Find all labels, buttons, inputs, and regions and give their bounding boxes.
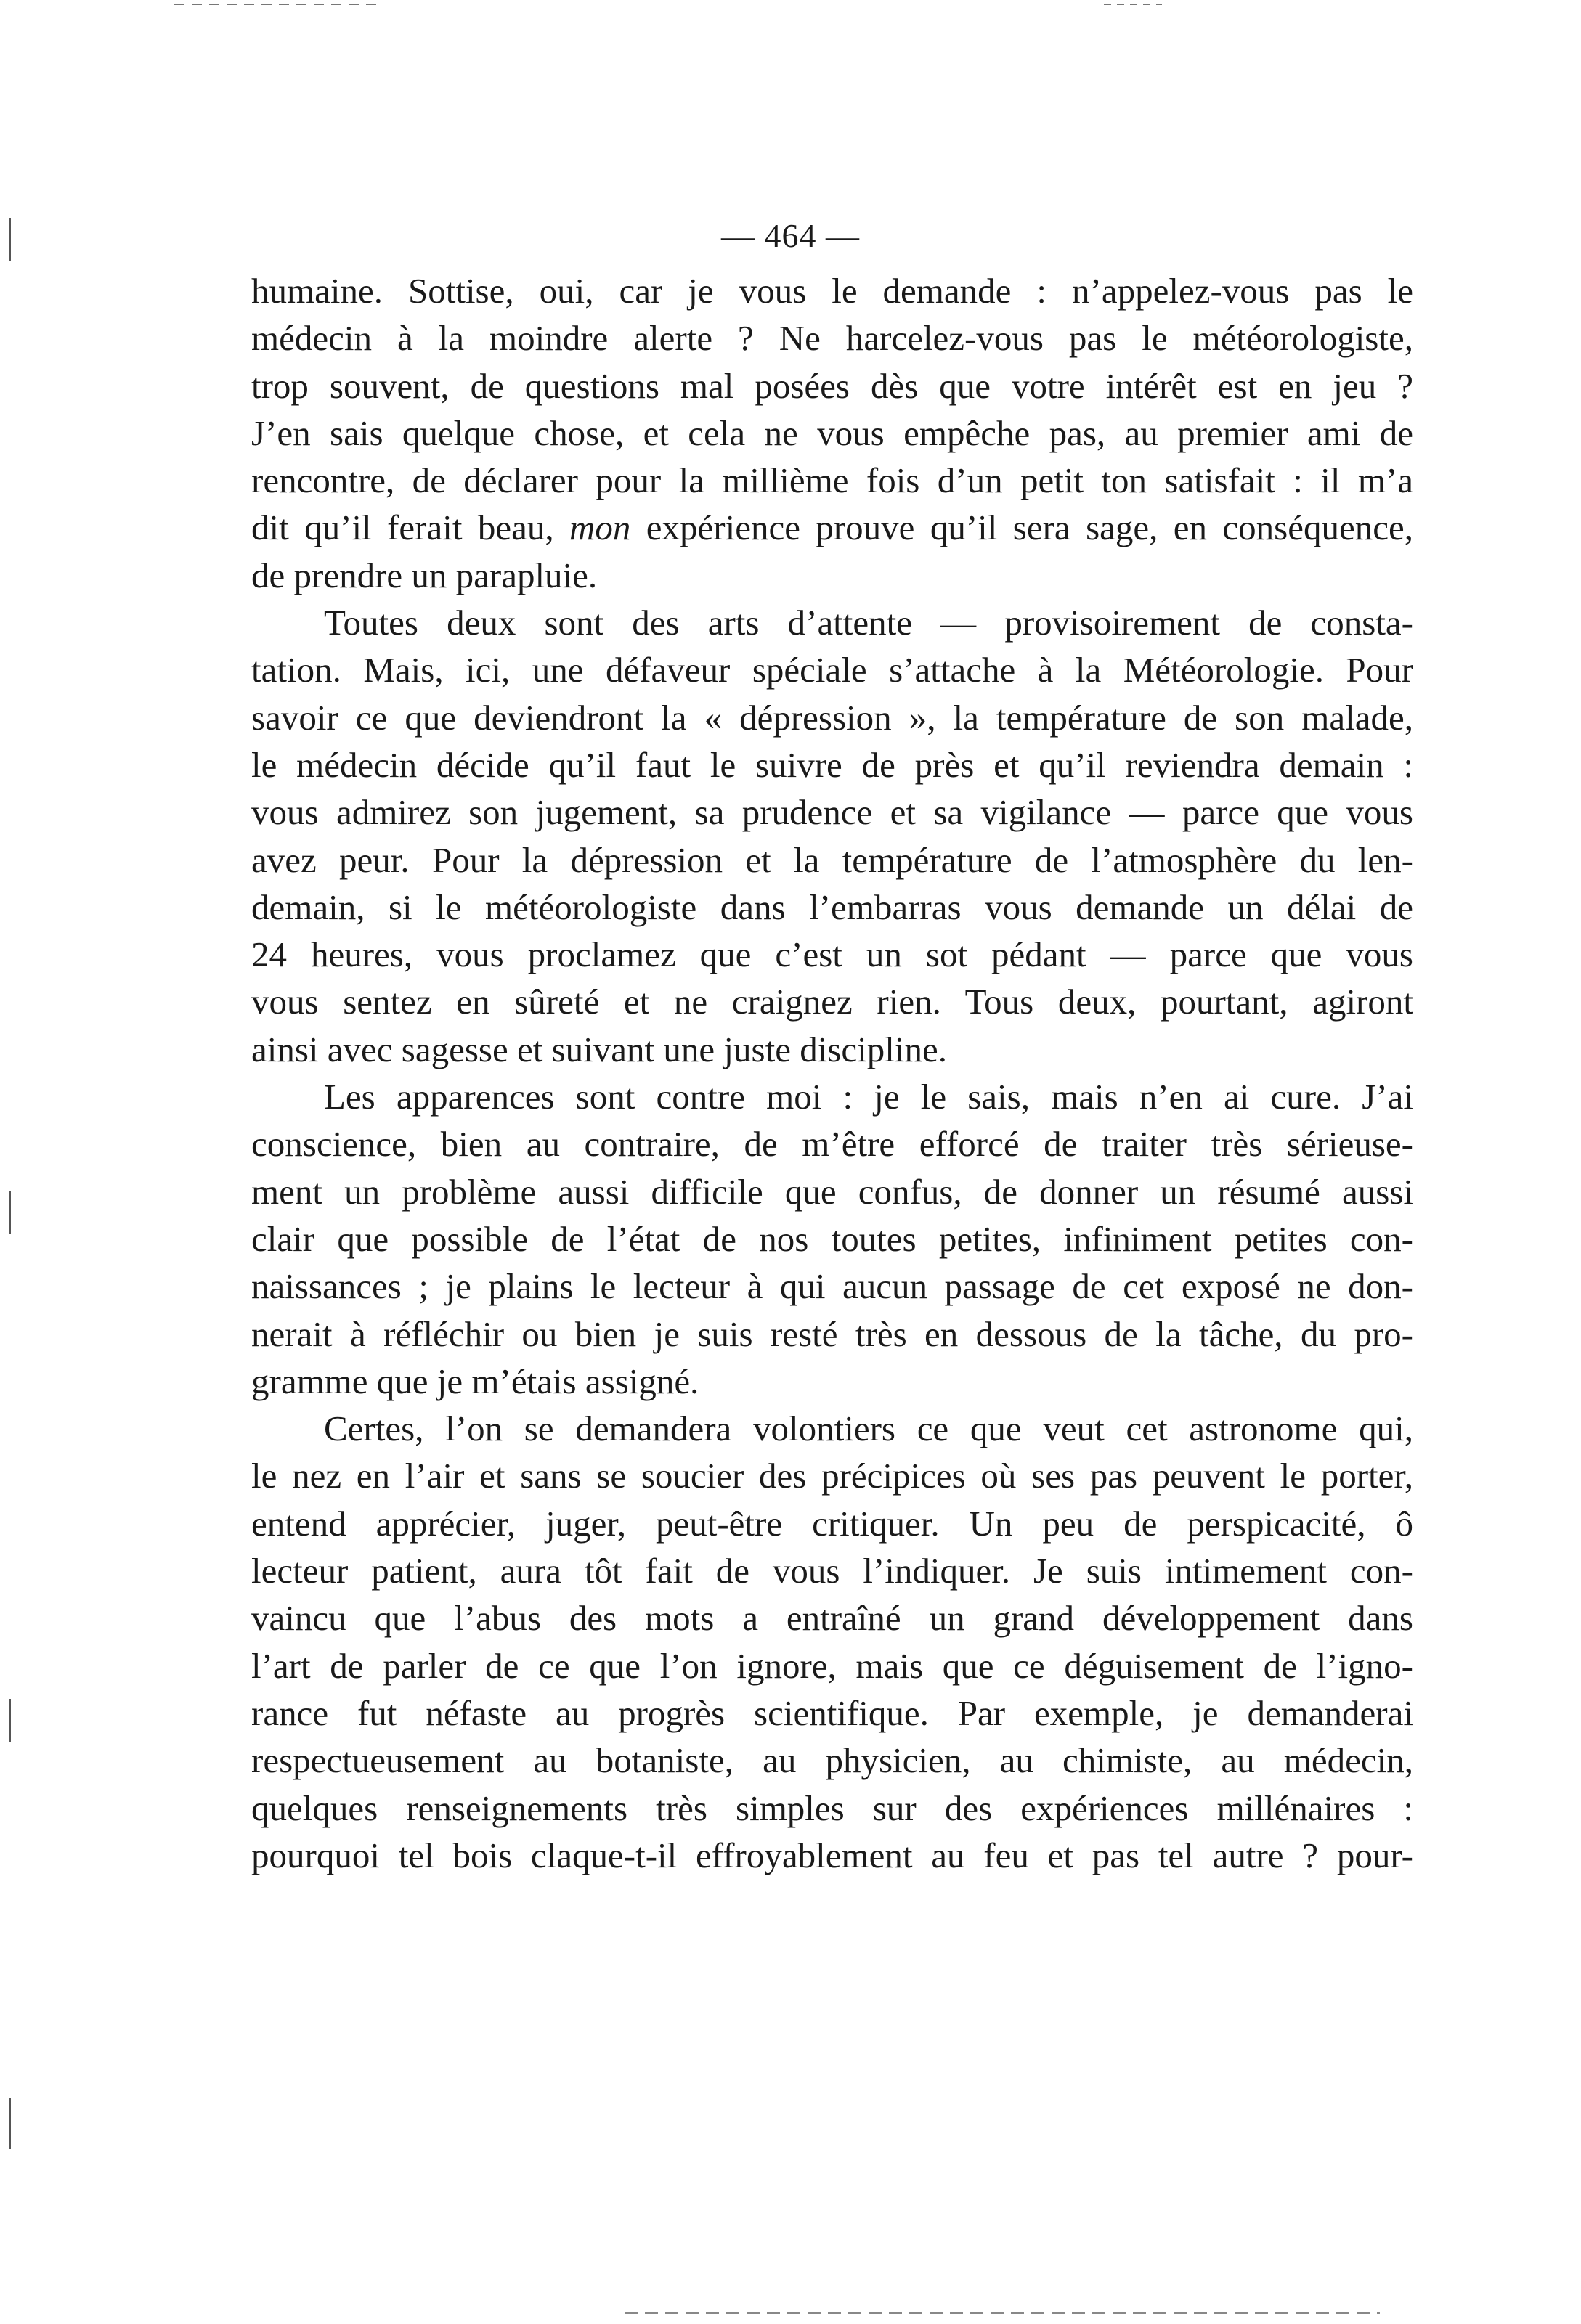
text-line: rance fut néfaste au progrès scientifique. Par exemple, je demanderai [251, 1692, 1413, 1733]
text-line: demain, si le météorologiste dans l’embarras vous demande un délai de [251, 886, 1413, 927]
text-line: savoir ce que deviendront la « dépression », la température de son malade, [251, 697, 1413, 738]
text-line: lecteur patient, aura tôt fait de vous l’indiquer. Je suis intimement con- [251, 1551, 1413, 1591]
text-line: vous admirez son jugement, sa prudence et sa vigilance — parce que vous [251, 792, 1413, 833]
text-line: l’art de parler de ce que l’on ignore, mais que ce déguisement de l’igno- [251, 1645, 1413, 1686]
text-line: vaincu que l’abus des mots a entraîné un grand développement dans [251, 1598, 1413, 1639]
text-line: entend apprécier, juger, peut-être critiquer. Un peu de perspicacité, ô [251, 1503, 1413, 1544]
text-segment: dit qu’il ferait beau, [251, 507, 569, 548]
italic-word: mon [569, 507, 631, 548]
text-line: naissances ; je plains le lecteur à qui aucun passage de cet exposé ne don- [251, 1266, 1413, 1307]
text-segment: expérience prouve qu’il sera sage, en conséquence, [630, 507, 1413, 548]
text-line: Toutes deux sont des arts d’attente — provisoirement de consta- [324, 603, 1413, 643]
text-line: J’en sais quelque chose, et cela ne vous empêche pas, au premier ami de [251, 412, 1413, 453]
text-line: tation. Mais, ici, une défaveur spéciale s’attache à la Météorologie. Pour [251, 650, 1413, 690]
text-line: ainsi avec sagesse et suivant une juste discipline. [251, 1029, 947, 1069]
text-line [251, 504, 1413, 551]
text-line: de prendre un parapluie. [251, 555, 598, 595]
text-line: trop souvent, de questions mal posées dès que votre intérêt est en jeu ? [251, 365, 1413, 406]
text-line: Les apparences sont contre moi : je le sais, mais n’en ai cure. J’ai [324, 1077, 1413, 1117]
text-line: clair que possible de l’état de nos toutes petites, infiniment petites con- [251, 1218, 1413, 1259]
text-line: Certes, l’on se demandera volontiers ce que veut cet astronome qui, [324, 1408, 1413, 1449]
text-line: médecin à la moindre alerte ? Ne harcelez-vous pas le météorologiste, [251, 318, 1413, 359]
text-line: 24 heures, vous proclamez que c’est un sot pédant — parce que vous [251, 934, 1413, 975]
text-line: vous sentez en sûreté et ne craignez rien. Tous deux, pourtant, agiront [251, 982, 1413, 1022]
text-line: pourquoi tel bois claque-t-il effroyablement au feu et pas tel autre ? pour- [251, 1835, 1413, 1875]
text-line: respectueusement au botaniste, au physicien, au chimiste, au médecin, [251, 1740, 1413, 1781]
text-line: nerait à réfléchir ou bien je suis resté très en dessous de la tâche, du pro- [251, 1313, 1413, 1354]
text-line: gramme que je m’étais assigné. [251, 1361, 699, 1401]
text-line: humaine. Sottise, oui, car je vous le demande : n’appelez-vous pas le [251, 271, 1413, 311]
text-line: conscience, bien au contraire, de m’être efforcé de traiter très sérieuse- [251, 1124, 1413, 1165]
text-line: rencontre, de déclarer pour la millième fois d’un petit ton satisfait : il m’a [251, 460, 1413, 501]
body-text [251, 267, 1413, 1879]
text-line: le nez en l’air et sans se soucier des précipices où ses pas peuvent le porter, [251, 1456, 1413, 1496]
text-line: quelques renseignements très simples sur des expériences millénaires : [251, 1787, 1413, 1828]
text-line: ment un problème aussi difficile que confus, de donner un résumé aussi [251, 1171, 1413, 1212]
page-number: — 464 — [721, 217, 860, 254]
text-line: le médecin décide qu’il faut le suivre de près et qu’il reviendra demain : [251, 744, 1413, 785]
text-line: avez peur. Pour la dépression et la température de l’atmosphère du len- [251, 839, 1413, 880]
